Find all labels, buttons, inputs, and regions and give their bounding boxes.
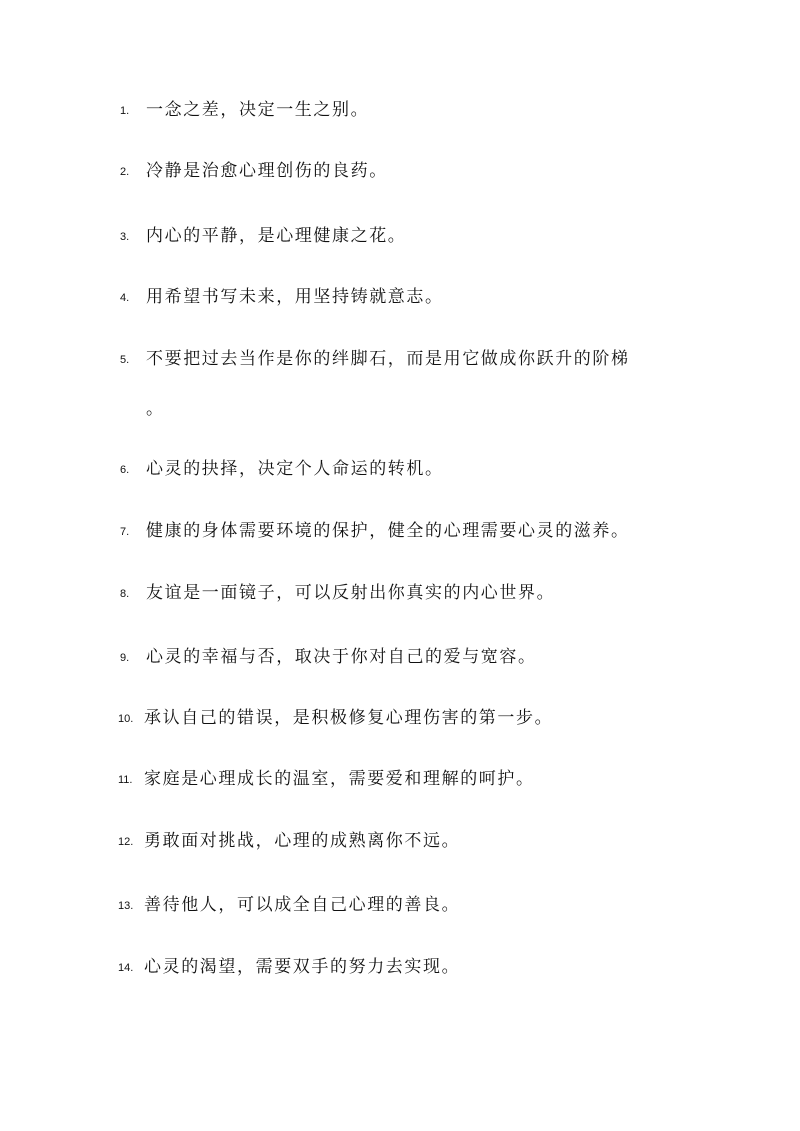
item-text: 一念之差，决定一生之别。 xyxy=(146,100,370,120)
item-number: 4. xyxy=(120,292,130,304)
item-text: 善待他人，可以成全自己心理的善良。 xyxy=(144,895,461,915)
item-text: 内心的平静，是心理健康之花。 xyxy=(146,226,407,246)
item-text: 心灵的抉择，决定个人命运的转机。 xyxy=(146,459,444,479)
item-number: 13. xyxy=(118,900,134,912)
item-number: 8. xyxy=(120,588,130,600)
list-item-3 xyxy=(0,223,800,253)
list-item-11 xyxy=(0,766,800,796)
item-number: 3. xyxy=(120,231,130,243)
list-item-8 xyxy=(0,580,800,610)
item-number: 14. xyxy=(118,962,134,974)
item-text: 冷静是治愈心理创伤的良药。 xyxy=(146,161,388,181)
item-text: 勇敢面对挑战，心理的成熟离你不远。 xyxy=(144,831,461,851)
list-item-9 xyxy=(0,644,800,674)
item-number: 6. xyxy=(120,464,130,476)
list-item-2 xyxy=(0,158,800,188)
item-text: 健康的身体需要环境的保护，健全的心理需要心灵的滋养。 xyxy=(146,521,630,541)
item-number: 7. xyxy=(120,526,130,538)
list-item-4 xyxy=(0,284,800,314)
list-item-5 xyxy=(0,346,800,376)
item-number: 11. xyxy=(118,774,133,786)
item-text: 家庭是心理成长的温室，需要爱和理解的呵护。 xyxy=(144,769,535,789)
item-text: 友谊是一面镜子，可以反射出你真实的内心世界。 xyxy=(146,583,556,603)
item-text: 不要把过去当作是你的绊脚石，而是用它做成你跃升的阶梯 xyxy=(146,349,630,369)
list-item-6 xyxy=(0,456,800,486)
item-text: 承认自己的错误，是积极修复心理伤害的第一步。 xyxy=(144,708,554,728)
item-number: 1. xyxy=(120,105,130,117)
list-item-14 xyxy=(0,954,800,984)
item-number: 12. xyxy=(118,836,134,848)
list-item-13 xyxy=(0,892,800,922)
item-number: 2. xyxy=(120,166,130,178)
item-text: 用希望书写未来，用坚持铸就意志。 xyxy=(146,287,444,307)
item-number: 10. xyxy=(118,713,134,725)
item-text: 心灵的渴望，需要双手的努力去实现。 xyxy=(144,957,461,977)
list-item-12 xyxy=(0,828,800,858)
item-number: 5. xyxy=(120,354,130,366)
list-item-10 xyxy=(0,705,800,735)
list-item-5-continuation: 。 xyxy=(146,399,163,419)
list-item-1 xyxy=(0,97,800,127)
item-number: 9. xyxy=(120,652,130,664)
item-text: 心灵的幸福与否，取决于你对自己的爱与宽容。 xyxy=(146,647,537,667)
list-item-7 xyxy=(0,518,800,548)
